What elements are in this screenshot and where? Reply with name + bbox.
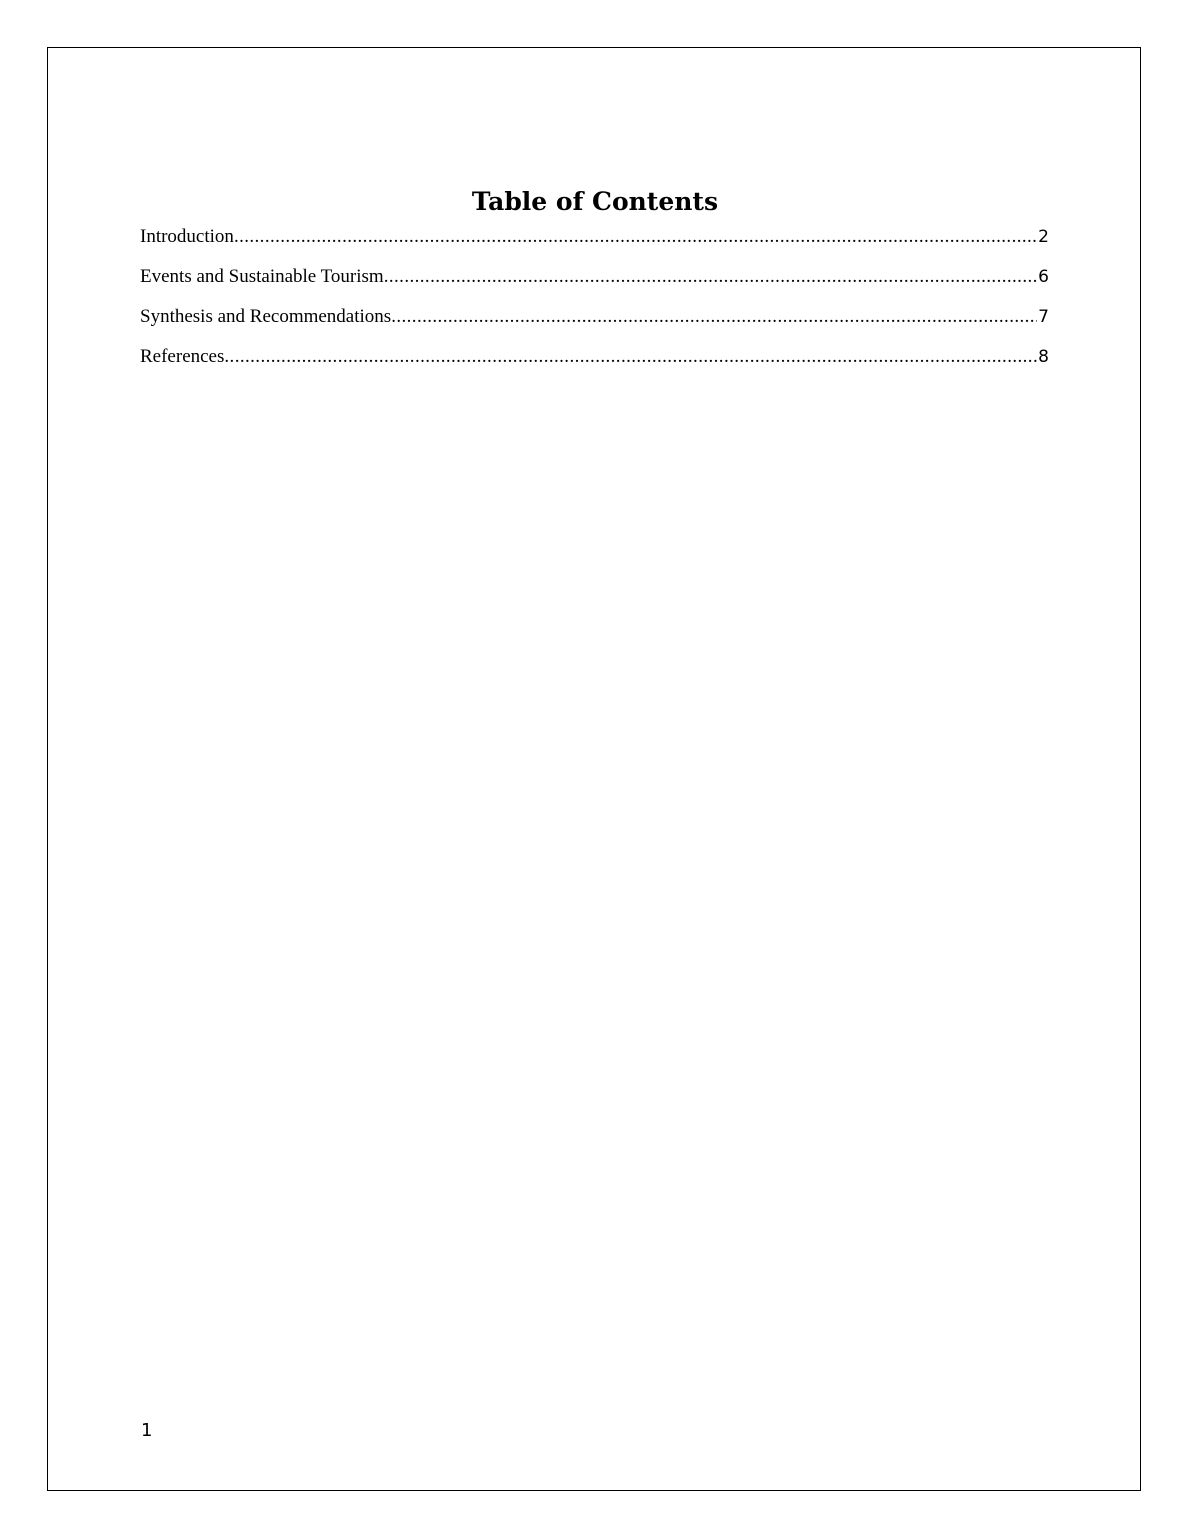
toc-dot-leader — [391, 304, 1037, 330]
toc-dot-leader — [234, 224, 1037, 250]
table-of-contents — [140, 224, 1049, 384]
footer-page-number: 1 — [141, 1420, 153, 1441]
toc-title: Table of Contents — [471, 187, 719, 216]
toc-entry-introduction[interactable] — [140, 224, 1049, 264]
toc-entry-label: Introduction — [140, 226, 234, 247]
toc-entry-label: References — [140, 346, 225, 367]
toc-entry-page: 8 — [1038, 347, 1049, 367]
toc-entry-synthesis-and-recommendations[interactable] — [140, 304, 1049, 344]
toc-entry-page: 7 — [1038, 307, 1049, 327]
toc-entry-references[interactable] — [140, 344, 1049, 384]
toc-dot-leader — [224, 344, 1037, 370]
toc-entry-label: Synthesis and Recommendations — [140, 306, 392, 327]
toc-dot-leader — [384, 264, 1037, 290]
toc-entry-page: 6 — [1038, 267, 1049, 287]
toc-entry-page: 2 — [1038, 227, 1049, 247]
toc-entry-label: Events and Sustainable Tourism — [140, 266, 384, 287]
toc-entry-events-and-sustainable-tourism[interactable] — [140, 264, 1049, 304]
